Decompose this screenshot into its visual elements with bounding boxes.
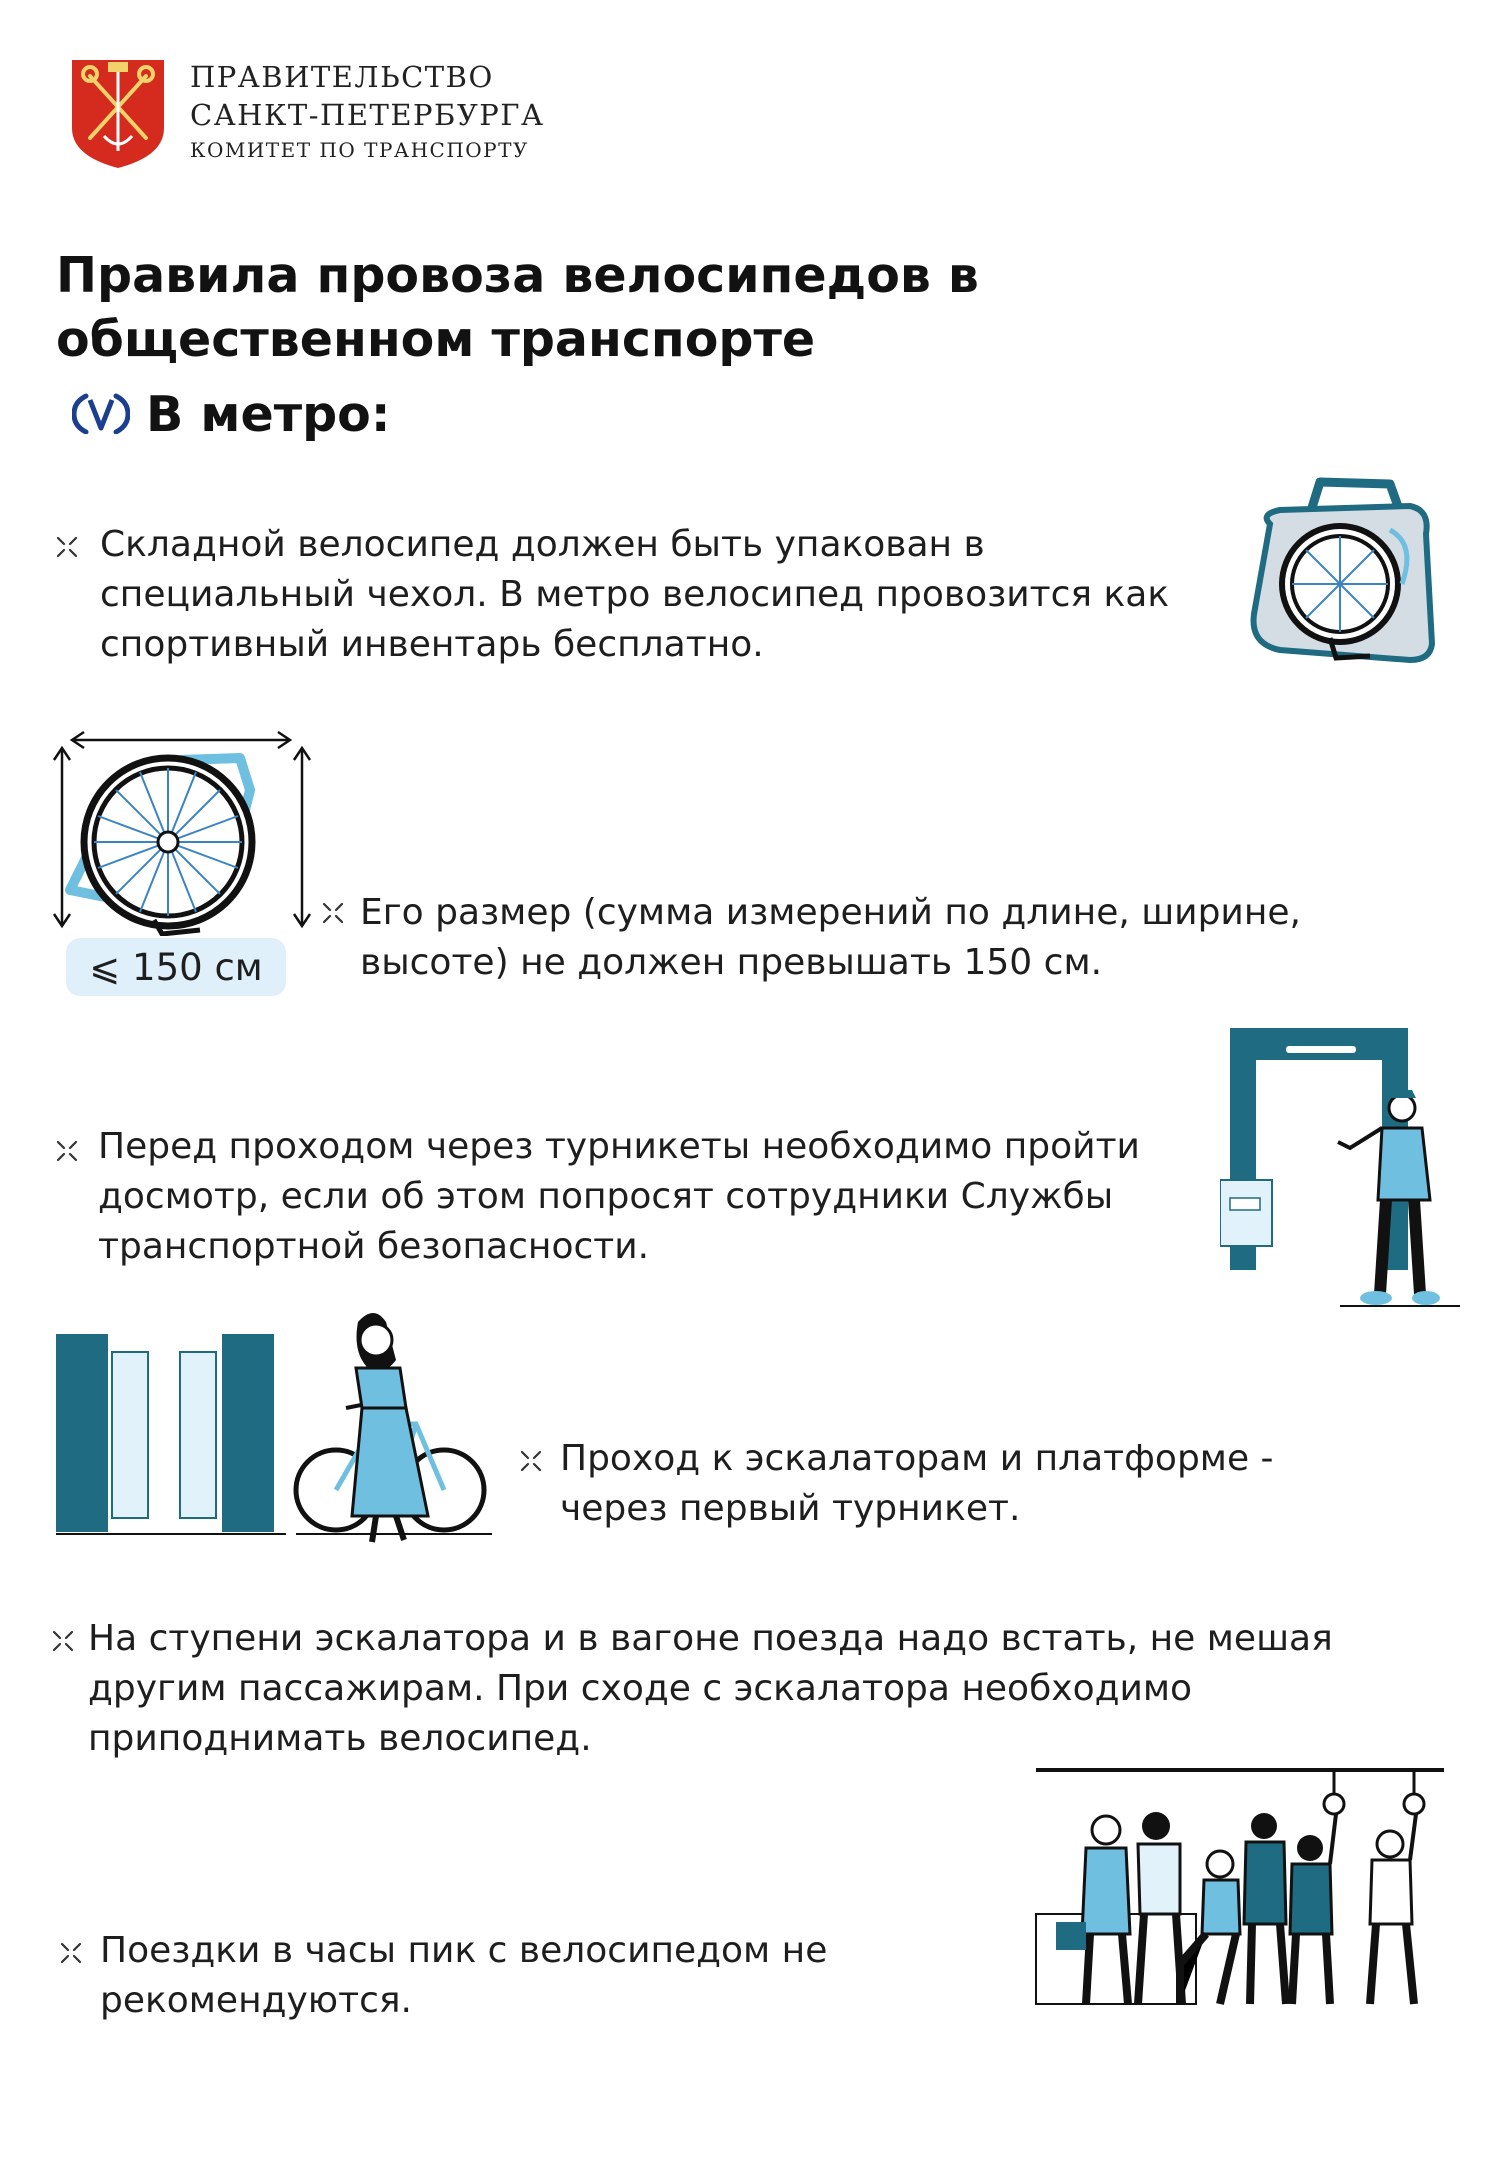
rule-1-text: Складной велосипед должен быть упакован в специальный чехол. В метро велосипед провозится как спортивный инвентарь бесплатно. — [100, 524, 1170, 665]
org-name-line3: КОМИТЕТ ПО ТРАНСПОРТУ — [190, 138, 529, 162]
page-title: Правила провоза велосипедов в общественном транспорте — [56, 247, 979, 368]
rule-4-text: Проход к эскалаторам и платформе - через первый турникет. — [560, 1438, 1274, 1529]
x-bullet-icon — [50, 1628, 76, 1654]
section-title: В метро: — [146, 386, 391, 443]
org-name-line2: САНКТ-ПЕТЕРБУРГА — [190, 98, 545, 132]
rule-6 — [100, 1926, 960, 2026]
rule-6-text: Поездки в часы пик с велосипедом не рекомендуются. — [100, 1930, 828, 2021]
security-frame-illustration — [1220, 1024, 1464, 1310]
rule-3-text: Перед проходом через турникеты необходимо пройти досмотр, если об этом попросят сотрудники Службы транспортной безопасности. — [98, 1126, 1140, 1267]
rule-3 — [98, 1122, 1188, 1272]
rule-1 — [100, 520, 1210, 670]
passengers-illustration — [1030, 1764, 1448, 2020]
folded-bike-illustration — [50, 730, 312, 936]
woman-with-bike-illustration — [56, 1304, 492, 1550]
size-badge: ⩽ 150 см — [66, 938, 286, 996]
bike-bag-illustration — [1240, 474, 1436, 666]
x-bullet-icon — [320, 900, 346, 926]
spb-emblem-icon — [68, 56, 168, 170]
x-bullet-icon — [58, 1940, 84, 1966]
metro-logo-icon — [72, 392, 130, 434]
org-name-line1: ПРАВИТЕЛЬСТВО — [190, 60, 494, 94]
rule-2 — [360, 888, 1410, 988]
x-bullet-icon — [54, 1138, 80, 1164]
rule-5-text: На ступени эскалатора и в вагоне поезда надо встать, не мешая другим пассажирам. При сходе с эскалатора необходимо приподнимать велосипед. — [88, 1618, 1333, 1759]
rule-2-text: Его размер (сумма измерений по длине, ширине, высоте) не должен превышать 150 см. — [360, 892, 1301, 983]
rule-4 — [560, 1434, 1390, 1534]
x-bullet-icon — [518, 1448, 544, 1474]
rule-5 — [88, 1614, 1368, 1764]
x-bullet-icon — [54, 534, 80, 560]
